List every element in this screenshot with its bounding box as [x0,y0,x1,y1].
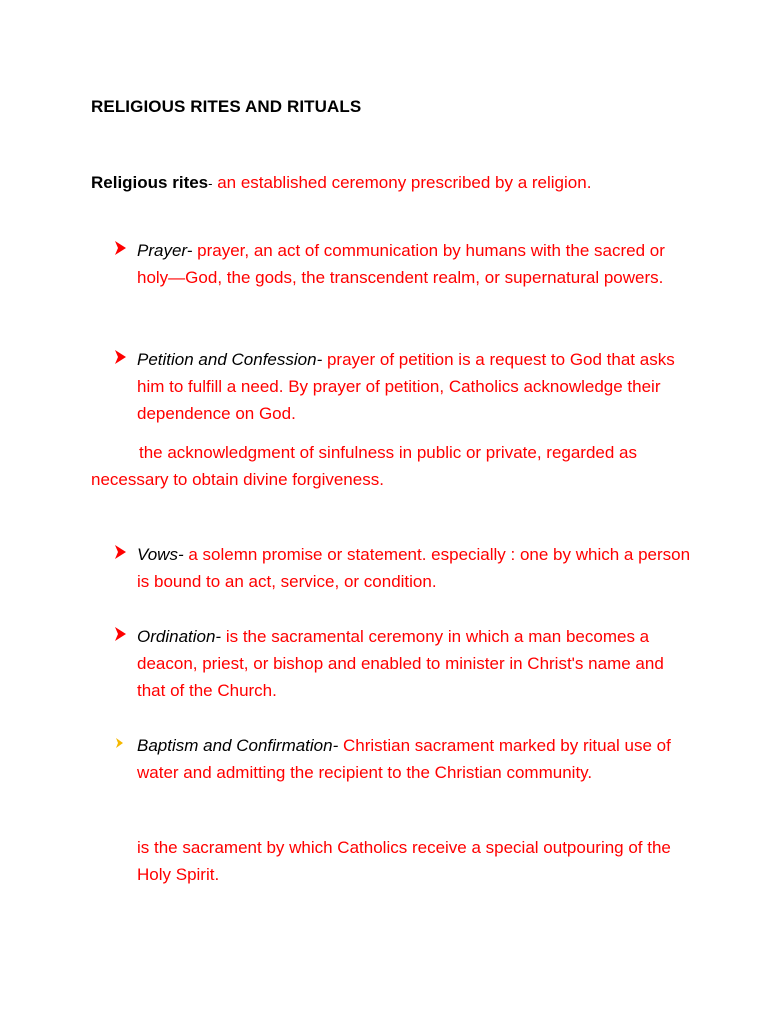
arrowhead-bullet-icon [113,541,131,563]
definition-line [91,172,591,195]
confirmation-paragraph: is the sacrament by which Catholics receive a special outpouring of the Holy Spirit. [137,838,671,884]
list-item-label: Petition and Confession- [137,350,323,369]
list-item-text [137,541,693,595]
arrowhead-bullet-icon [113,237,131,259]
list-item-label: Prayer- [137,241,193,260]
list-item-label: Baptism and Confirmation- [137,736,339,755]
arrowhead-bullet-icon [113,732,131,754]
list-item-description: is the sacramental ceremony in which a man becomes a deacon, priest, or bishop and enabled to minister in Christ's name and that of the Church. [137,627,664,700]
list-item-ordination [113,623,693,704]
list-item-vows [113,541,693,595]
list-item-text [137,732,693,786]
list-item-description: prayer of petition is a request to God that asks him to fulfill a need. By prayer of petition, Catholics acknowledge their dependence on God. [137,350,675,423]
list-item-label: Ordination- [137,627,222,646]
document-title: RELIGIOUS RITES AND RITUALS [91,97,362,116]
list-item-baptism-confirmation [113,732,693,786]
list-item-text [137,237,693,291]
list-item-label: Vows- [137,545,184,564]
list-item-description: prayer, an act of communication by humans with the sacred or holy—God, the gods, the transcendent realm, or supernatural powers. [137,241,665,287]
definition-text: an established ceremony prescribed by a religion. [212,173,592,192]
definition-term: Religious rites [91,173,209,192]
list-item-text [137,623,693,704]
list-item-text [137,346,693,427]
arrowhead-bullet-icon [113,623,131,645]
arrowhead-bullet-icon [113,346,131,368]
list-item-description: Christian sacrament marked by ritual use of water and admitting the recipient to the Christian community. [137,736,671,782]
definition-separator: - [208,176,213,191]
list-item-petition-confession [113,346,693,427]
confession-paragraph: the acknowledgment of sinfulness in public or private, regarded as necessary to obtain divine forgiveness. [91,443,638,489]
list-item-prayer [113,237,693,291]
list-item-description: a solemn promise or statement. especially : one by which a person is bound to an act, service, or condition. [137,545,691,591]
